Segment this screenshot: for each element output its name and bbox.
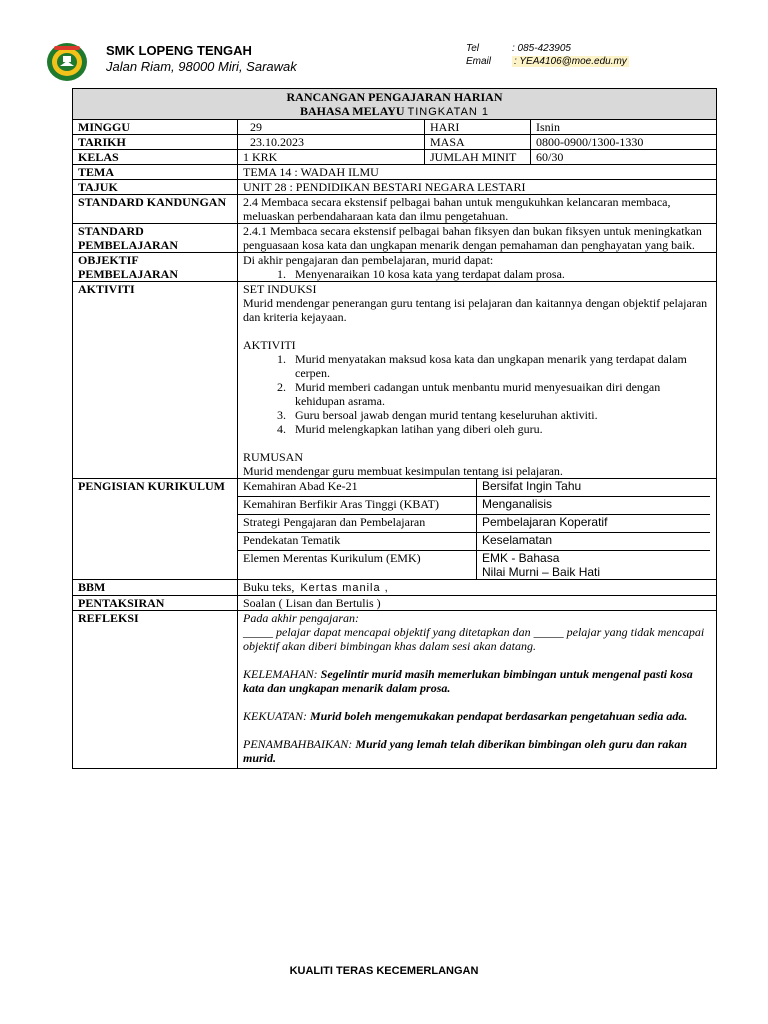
label-refleksi: REFLEKSI — [73, 611, 238, 769]
emk-value: EMK - Bahasa — [482, 551, 560, 565]
nilai-murni-value: Nilai Murni – Baik Hati — [482, 565, 601, 579]
label-sp-line1: STANDARD — [78, 224, 144, 238]
tel-label: Tel — [466, 43, 479, 54]
footer-motto: KUALITI TERAS KECEMERLANGAN — [289, 965, 479, 977]
kekuatan-text: Murid boleh mengemukakan pendapat berdasarkan pengetahuan sedia ada. — [310, 709, 688, 723]
value-tarikh: 23.10.2023 — [238, 135, 425, 150]
value-tema: TEMA 14 : WADAH ILMU — [238, 165, 717, 180]
list-item: 3. Guru bersoal jawab dengan murid tentang keseluruhan aktiviti. — [289, 408, 711, 422]
value-pentaksiran: Soalan ( Lisan dan Bertulis ) — [238, 596, 717, 611]
penambahbaikan-text: Murid yang lemah telah diberikan bimbingan oleh guru dan rakan murid. — [243, 737, 688, 765]
label-hari: HARI — [425, 120, 531, 135]
refleksi-penambahbaikan — [243, 737, 711, 765]
pengisian-grid — [238, 479, 716, 579]
aktiviti-list — [243, 352, 711, 436]
value-masa: 0800-0900/1300-1330 — [531, 135, 717, 150]
value-tajuk: UNIT 28 : PENDIDIKAN BESTARI NEGARA LESTARI — [238, 180, 717, 195]
label-pengisian-kurikulum: PENGISIAN KURIKULUM — [73, 479, 238, 580]
label-tajuk: TAJUK — [73, 180, 238, 195]
pengisian-key: Kemahiran Berfikir Aras Tinggi (KBAT) — [238, 497, 477, 515]
title-row — [73, 89, 717, 120]
row-kelas — [73, 150, 717, 165]
row-standard-pembelajaran — [73, 224, 717, 253]
email-value: : YEA4106@moe.edu.my — [514, 56, 627, 67]
pengisian-value: Menganalisis — [477, 497, 710, 515]
row-tema — [73, 165, 717, 180]
value-aktiviti — [238, 282, 717, 479]
value-minggu: 29 — [238, 120, 425, 135]
list-item: 4. Murid melengkapkan latihan yang diberi oleh guru. — [289, 422, 711, 436]
label-bbm: BBM — [73, 580, 238, 596]
school-address: Jalan Riam, 98000 Miri, Sarawak — [106, 59, 297, 74]
pengisian-value: Bersifat Ingin Tahu — [477, 479, 710, 497]
list-item: 2. Murid memberi cadangan untuk menbantu murid menyesuaikan diri dengan kehidupan asrama. — [289, 380, 711, 408]
label-tema: TEMA — [73, 165, 238, 180]
plan-form: TINGKATAN 1 — [407, 106, 490, 118]
rumusan-text: Murid mendengar guru membuat kesimpulan tentang isi pelajaran. — [243, 464, 563, 478]
value-refleksi — [238, 611, 717, 769]
school-logo-icon — [46, 42, 88, 82]
objektif-list — [243, 267, 711, 281]
value-bbm — [238, 580, 717, 596]
refleksi-kekuatan — [243, 709, 711, 723]
plan-subject: BAHASA MELAYU — [299, 104, 405, 118]
value-hari: Isnin — [531, 120, 717, 135]
value-jumlah-minit: 60/30 — [531, 150, 717, 165]
list-item: 1. Menyenaraikan 10 kosa kata yang terdapat dalam prosa. — [289, 267, 711, 281]
value-kelas: 1 KRK — [238, 150, 425, 165]
label-masa: MASA — [425, 135, 531, 150]
pengisian-key: Kemahiran Abad Ke-21 — [238, 479, 477, 497]
title-cell — [73, 89, 717, 120]
label-tarikh: TARIKH — [73, 135, 238, 150]
refleksi-kelemahan — [243, 667, 711, 695]
label-minggu: MINGGU — [73, 120, 238, 135]
row-minggu — [73, 120, 717, 135]
induksi-title: SET INDUKSI — [243, 282, 317, 296]
bbm-value-1: Buku teks, — [243, 580, 295, 594]
email-label: Email — [466, 56, 492, 67]
kelemahan-text: Segelintir murid masih memerlukan bimbingan untuk mengenal pasti kosa kata dan ungkapan menarik dalam prosa. — [243, 667, 693, 695]
lesson-plan-table — [72, 88, 717, 769]
refleksi-intro: Pada akhir pengajaran: — [243, 611, 359, 625]
row-aktiviti — [73, 282, 717, 479]
induksi-text: Murid mendengar penerangan guru tentang isi pelajaran dan kaitannya dengan objektif pelajaran dan kriteria kejayaan. — [243, 296, 708, 324]
aktiviti-title: AKTIVITI — [243, 338, 296, 352]
school-name: SMK LOPENG TENGAH — [106, 43, 252, 58]
list-item: 1. Murid menyatakan maksud kosa kata dan ungkapan menarik yang terdapat dalam cerpen. — [289, 352, 711, 380]
value-objektif — [238, 253, 717, 282]
contact-email — [466, 56, 629, 67]
label-objektif: OBJEKTIF PEMBELAJARAN — [73, 253, 238, 282]
kekuatan-label: KEKUATAN: — [243, 709, 308, 723]
value-pengisian-kurikulum — [238, 479, 717, 580]
pengisian-value-emk — [477, 551, 710, 579]
pengisian-value: Keselamatan — [477, 533, 710, 551]
row-tajuk — [73, 180, 717, 195]
pengisian-key: Strategi Pengajaran dan Pembelajaran — [238, 515, 477, 533]
plan-subtitle — [78, 104, 711, 119]
row-objektif — [73, 253, 717, 282]
bbm-value-2: Kertas manila , — [300, 582, 389, 594]
objektif-intro: Di akhir pengajaran dan pembelajaran, murid dapat: — [243, 253, 494, 267]
label-pentaksiran: PENTAKSIRAN — [73, 596, 238, 611]
label-kelas: KELAS — [73, 150, 238, 165]
row-pentaksiran — [73, 596, 717, 611]
label-standard-pembelajaran — [73, 224, 238, 253]
rumusan-title: RUMUSAN — [243, 450, 304, 464]
label-jumlah-minit: JUMLAH MINIT — [425, 150, 531, 165]
kelemahan-label: KELEMAHAN: — [243, 667, 318, 681]
row-pengisian-kurikulum — [73, 479, 717, 580]
row-bbm — [73, 580, 717, 596]
label-aktiviti: AKTIVITI — [73, 282, 238, 479]
plan-title: RANCANGAN PENGAJARAN HARIAN — [286, 90, 503, 104]
pengisian-value: Pembelajaran Koperatif — [477, 515, 710, 533]
contact-tel — [466, 43, 571, 54]
row-refleksi — [73, 611, 717, 769]
value-standard-pembelajaran: 2.4.1 Membaca secara ekstensif pelbagai bahan fiksyen dan bukan fiksyen untuk meningkatkan penguasaan kosa kata dan ungkapan menarik dengan pemahaman dan penghayatan yang baik. — [238, 224, 717, 253]
row-standard-kandungan — [73, 195, 717, 224]
pengisian-key: Pendekatan Tematik — [238, 533, 477, 551]
refleksi-line: _____ pelajar dapat mencapai objektif yang ditetapkan dan _____ pelajar yang tidak mencapai objektif akan diberi bimbingan khas dalam sesi akan datang. — [243, 625, 705, 653]
label-sp-line2: PEMBELAJARAN — [78, 238, 179, 252]
penambahbaikan-label: PENAMBAHBAIKAN: — [243, 737, 353, 751]
value-standard-kandungan: 2.4 Membaca secara ekstensif pelbagai bahan untuk mengukuhkan kelancaran membaca, meluaskan perbendaharaan kata dan ilmu pengetahuan. — [238, 195, 717, 224]
label-standard-kandungan: STANDARD KANDUNGAN — [73, 195, 238, 224]
row-tarikh — [73, 135, 717, 150]
tel-value: : 085-423905 — [512, 43, 571, 54]
pengisian-key: Elemen Merentas Kurikulum (EMK) — [238, 551, 477, 579]
